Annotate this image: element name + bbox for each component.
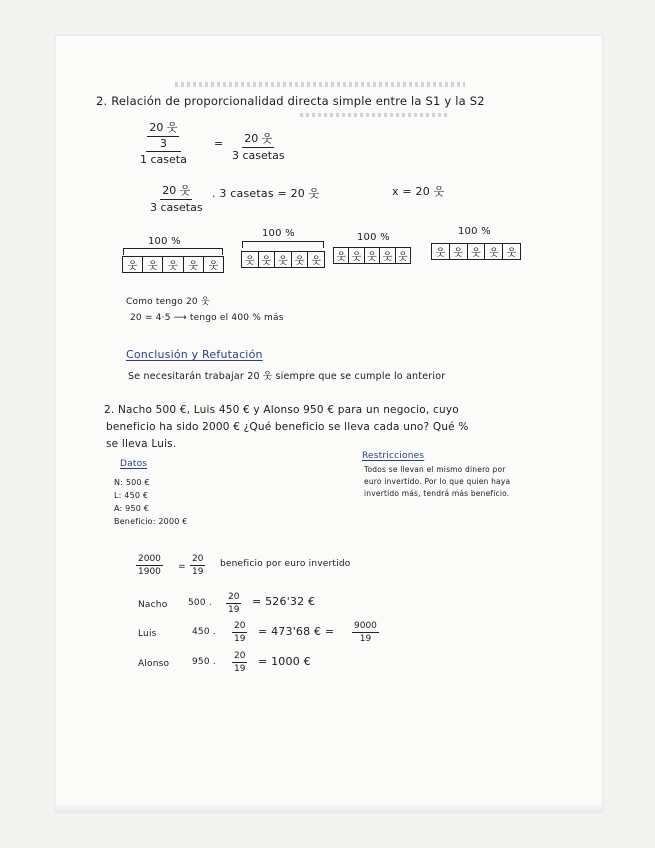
- worker-icon: 웃: [380, 248, 395, 263]
- worker-icon: 웃: [163, 257, 183, 272]
- x-result: x = 20 웃: [392, 185, 445, 198]
- fraction-num: 20: [192, 554, 204, 564]
- tengo-400: 20 = 4·5 ⟶ tengo el 400 % más: [130, 313, 284, 323]
- row-base: 450 .: [192, 627, 216, 637]
- worker-icon: 웃: [123, 257, 143, 272]
- problem2-statement-1: 2. Nacho 500 €, Luis 450 € y Alonso 950 € para un negocio, cuyo: [104, 404, 459, 416]
- fraction-den: 1 caseta: [140, 153, 187, 166]
- fraction-den: 19: [192, 567, 204, 577]
- row-fraction: [232, 621, 247, 644]
- conclusion-text: Se necesitarán trabajar 20 웃 siempre que se cumple lo anterior: [128, 371, 446, 382]
- row-result: = 473'68 € =: [258, 625, 335, 638]
- equals-sign: =: [214, 137, 224, 150]
- worker-icon: 웃: [397, 252, 408, 263]
- percent-label-4: 100 %: [458, 226, 491, 237]
- como-tengo: Como tengo 20 웃: [126, 297, 210, 307]
- line2-equation: . 3 casetas = 20 웃: [212, 187, 320, 200]
- fraction-mid: 3: [146, 137, 181, 152]
- worker-icon: 웃: [468, 244, 486, 259]
- problem2-line1: [104, 404, 459, 416]
- row-fraction: [232, 651, 247, 674]
- worker-icon: 웃: [365, 248, 380, 263]
- row-extra-fraction: [352, 621, 379, 644]
- worker-icon: 웃: [242, 252, 259, 267]
- worker-icon: 웃: [506, 248, 517, 259]
- row-result: = 1000 €: [258, 655, 311, 668]
- fraction-num: 20: [234, 621, 246, 631]
- fraction-den: 19: [359, 634, 372, 644]
- fraction-line2: [150, 182, 203, 214]
- worker-icon: 웃: [143, 257, 163, 272]
- worker-icon: 웃: [485, 244, 503, 259]
- worker-icon: 웃: [292, 252, 309, 267]
- ratio-fraction-2: [190, 554, 205, 577]
- problem2-line3: se lleva Luis.: [106, 438, 177, 450]
- row-name: Luis: [138, 629, 157, 639]
- conclusion-title: Conclusión y Refutación: [126, 348, 263, 361]
- datos-item: A: 950 €: [114, 504, 150, 513]
- worker-icon: 웃: [432, 244, 450, 259]
- row-result: = 526'32 €: [252, 595, 316, 608]
- worker-icon: 웃: [208, 261, 219, 272]
- erased-header-marks: [175, 82, 465, 87]
- caseta-box-2: [241, 251, 325, 268]
- bracket-1: [123, 248, 223, 255]
- restricciones-title: Restricciones: [362, 451, 425, 461]
- erased-marks: [300, 113, 450, 117]
- fraction-den: 3 casetas: [150, 201, 203, 214]
- row-base: 500 .: [188, 598, 212, 608]
- worker-icon: 웃: [275, 252, 292, 267]
- ratio-fraction-1: [136, 554, 163, 577]
- equals-sign: =: [178, 562, 186, 572]
- fraction-den: 1900: [138, 567, 161, 577]
- caseta-box-4: [431, 243, 521, 260]
- percent-label-3: 100 %: [357, 232, 390, 243]
- datos-item: N: 500 €: [114, 478, 150, 487]
- worker-icon: 웃: [184, 257, 204, 272]
- worker-icon: 웃: [259, 252, 276, 267]
- restricciones-line: invertido más, tendrá más beneficio.: [364, 489, 510, 498]
- datos-item: Beneficio: 2000 €: [114, 517, 188, 526]
- problem2-line2: beneficio ha sido 2000 € ¿Qué beneficio se lleva cada uno? Qué %: [106, 421, 469, 433]
- restricciones-line: Todos se llevan el mismo dinero por: [364, 465, 506, 474]
- fraction-num: 20 웃: [147, 119, 179, 137]
- worker-icon: 웃: [311, 256, 321, 267]
- worker-icon: 웃: [450, 244, 468, 259]
- row-name: Nacho: [138, 600, 168, 610]
- fraction-num: 20: [228, 592, 240, 602]
- problem1-title: 2. Relación de proporcionalidad directa simple entre la S1 y la S2: [96, 94, 485, 108]
- caseta-box-3: [333, 247, 411, 264]
- fraction-den: 3 casetas: [232, 149, 285, 162]
- fraction-num: 2000: [138, 554, 161, 564]
- datos-title: Datos: [120, 459, 148, 469]
- fraction-num: 20 웃: [160, 182, 192, 200]
- percent-label-2: 100 %: [262, 228, 295, 239]
- fraction-num: 20 웃: [242, 130, 274, 148]
- fraction-den: 19: [234, 634, 246, 644]
- row-fraction: [226, 592, 241, 615]
- fraction-workers-per-caseta: [140, 119, 187, 166]
- restricciones-line: euro invertido. Por lo que quien haya: [364, 477, 511, 486]
- bracket-2: [242, 241, 324, 248]
- worker-icon: 웃: [334, 248, 349, 263]
- fraction-den: 19: [228, 605, 240, 615]
- fraction-den: 19: [234, 664, 246, 674]
- row-name: Alonso: [138, 659, 170, 669]
- row-base: 950 .: [192, 657, 216, 667]
- worker-icon: 웃: [349, 248, 364, 263]
- fraction-workers-per-3-casetas: [232, 130, 285, 162]
- fraction-num: 20: [234, 651, 246, 661]
- percent-label-1: 100 %: [148, 236, 181, 247]
- ratio-text: beneficio por euro invertido: [220, 559, 351, 569]
- caseta-box-1: [122, 256, 224, 273]
- datos-item: L: 450 €: [114, 491, 149, 500]
- fraction-num: 9000: [354, 621, 377, 631]
